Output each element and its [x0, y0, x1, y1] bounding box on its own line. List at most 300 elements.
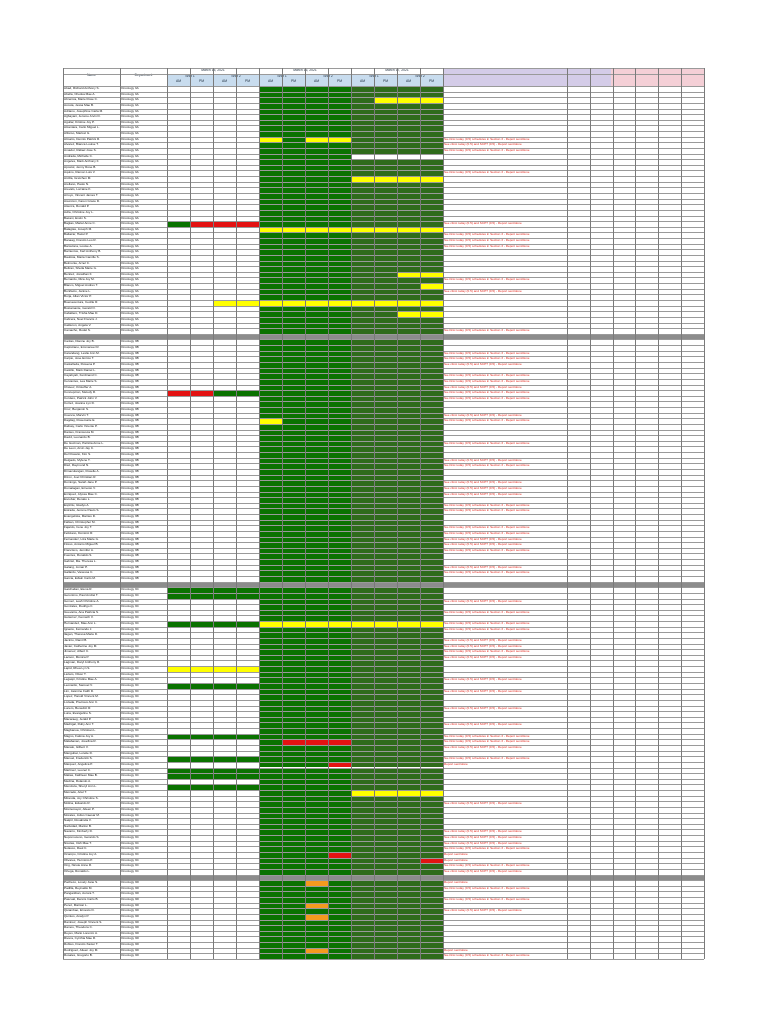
status-note: See clinic today (0.5) and SCPT (0.5) - Report sent/done — [444, 536, 522, 541]
grid-line — [704, 68, 705, 959]
employee-name: Estrada, Jerome Paulo S. — [64, 508, 100, 513]
department: Oncology 3B — [121, 570, 139, 575]
employee-name: Rosales, Gregorio B. — [64, 953, 93, 958]
department: Oncology 3C — [121, 857, 139, 862]
grid-line — [63, 486, 704, 487]
employee-name: Legaspi, Kristine Mae A. — [64, 677, 98, 682]
employee-name: Flores, Antonio Miguel B. — [64, 542, 99, 547]
department: Oncology 3A — [121, 108, 139, 113]
grid-line — [63, 238, 704, 239]
shift-header: Shift 1 — [185, 73, 195, 78]
department: Oncology 3C — [121, 716, 139, 721]
grid-line — [63, 959, 704, 960]
grid-line — [63, 920, 704, 921]
employee-name: Del Rosario, Kim S. — [64, 452, 91, 457]
grid-line — [63, 497, 704, 498]
department: Oncology 3C — [121, 699, 139, 704]
employee-name: Luna, Evangeline S. — [64, 711, 92, 716]
employee-name: Manalo, Gilbert V. — [64, 744, 89, 749]
employee-name: Gonzales, Rodrigo F. — [64, 604, 93, 609]
employee-name: Belmonte, Arnel C. — [64, 260, 90, 265]
employee-name: Rivera, Cynthia Mae R. — [64, 936, 96, 941]
grid-line — [63, 283, 704, 284]
department: Oncology 3B — [121, 429, 139, 434]
department: Oncology 3C — [121, 615, 139, 620]
grid-line — [63, 948, 704, 949]
employee-name: Barcelona, Louise A. — [64, 243, 93, 248]
employee-name: Francisco, Jennifer A. — [64, 547, 94, 552]
employee-name: Capistrano, Emmanuel R. — [64, 345, 100, 350]
department: Oncology 3A — [121, 164, 139, 169]
grid-line — [63, 368, 704, 369]
status-note: Sa clinic today (0.5) schedules in Section 3 - Report sent/done — [444, 328, 530, 333]
employee-name: De Leon, Arvin Jay C. — [64, 446, 94, 451]
grid-line — [63, 542, 704, 543]
notes-header-bg — [443, 74, 611, 86]
employee-name: Montemayor, Aileen P. — [64, 806, 95, 811]
department: Oncology 3D — [121, 947, 139, 952]
employee-name: Ortega, Ronaldo L. — [64, 868, 91, 873]
department: Oncology 3B — [121, 401, 139, 406]
department: Oncology 3A — [121, 131, 139, 136]
grid-line — [63, 413, 704, 414]
employee-name: Bacani, Erwin S. — [64, 215, 87, 220]
name-column-header: Name — [86, 73, 97, 77]
grid-line — [63, 407, 704, 408]
department: Oncology 3B — [121, 480, 139, 485]
grid-line — [63, 68, 64, 959]
department: Oncology 3A — [121, 238, 139, 243]
grid-line — [63, 649, 704, 650]
employee-name: Borja, Allan Victor P. — [64, 294, 92, 299]
employee-name: Bernardo, Rica Joy M. — [64, 277, 95, 282]
employee-name: Nolasco, Raul C. — [64, 846, 88, 851]
employee-name: Mendoza, Sheryl Ann L. — [64, 784, 97, 789]
department: Oncology 3A — [121, 125, 139, 130]
status-note: See clinic today (0.5) and SCPT (0.5) - Report sent/done — [444, 835, 522, 840]
department: Oncology 3B — [121, 407, 139, 412]
grid-line — [63, 891, 704, 892]
department: Oncology 3B — [121, 536, 139, 541]
status-note: See clinic today (0.5) and SCPT (0.5) - Report sent/done — [444, 829, 522, 834]
grid-line — [63, 159, 704, 160]
grid-line — [63, 841, 704, 842]
employee-name: Cervantes, Lea Marie S. — [64, 378, 98, 383]
grid-line — [63, 751, 704, 752]
employee-name: Bonifacio, Janine L. — [64, 288, 92, 293]
employee-name: Feliciano, Dominic R. — [64, 530, 94, 535]
grid-line — [63, 114, 704, 115]
department: Oncology 3B — [121, 514, 139, 519]
status-note: Sa clinic today (0.5) schedules in Section 3 - Report sent/done — [444, 238, 530, 243]
department: Oncology 3A — [121, 249, 139, 254]
department: Oncology 3A — [121, 102, 139, 107]
status-note: Sa clinic today (0.5) schedules in Section 3 - Report sent/done — [444, 885, 530, 890]
department: Oncology 3C — [121, 626, 139, 631]
grid-line — [420, 68, 421, 959]
date-header: March 15, 2021 — [201, 68, 225, 72]
employee-name: Lim, Jasmine Faith D. — [64, 688, 94, 693]
employee-name: Navarro, Kimberly D. — [64, 829, 93, 834]
status-note: Sa clinic today (0.5) schedules in Section 3 - Report sent/done — [444, 530, 530, 535]
grid-line — [63, 627, 704, 628]
status-note: Sa clinic today (0.5) schedules in Section 3 - Report sent/done — [444, 440, 530, 445]
department: Oncology 3C — [121, 868, 139, 873]
employee-name: Manuel, Frederick S. — [64, 756, 93, 761]
status-note: Sa clinic today (0.5) schedules in Section 3 - Report sent/done — [444, 846, 530, 851]
grid-line — [63, 480, 704, 481]
employee-name: Arroyo, Vincent James T. — [64, 193, 99, 197]
grid-line — [567, 68, 568, 959]
grid-line — [63, 525, 704, 526]
grid-line — [63, 875, 704, 876]
grid-line — [635, 68, 636, 959]
slot-header: AM — [267, 79, 274, 83]
employee-name: Fuentes, Ronaldo S. — [64, 553, 93, 558]
department: Oncology 3C — [121, 733, 139, 738]
grid-line — [63, 553, 704, 554]
employee-name: Caballero, Trisha Mae D. — [64, 311, 99, 316]
department: Oncology 3B — [121, 435, 139, 440]
status-note: Sa clinic today (0.5) schedules in Section 3 - Report sent/done — [444, 502, 530, 507]
department: Oncology 3A — [121, 305, 139, 310]
employee-name: Cordero, Patrick John V. — [64, 395, 98, 400]
status-note: See clinic today (0.5) and SCPT (0.5) - Report sent/done — [444, 491, 522, 496]
employee-name: Medina, Rolando A. — [64, 778, 92, 783]
grid-line — [63, 385, 704, 386]
grid-line — [63, 694, 704, 695]
grid-line — [63, 925, 704, 926]
grid-line — [63, 734, 704, 735]
grid-line — [63, 722, 704, 723]
department: Oncology 3C — [121, 835, 139, 840]
department: Oncology 3C — [121, 632, 139, 637]
status-note: See clinic today (0.5) and SCPT (0.5) - Report sent/done — [444, 801, 522, 806]
employee-name: Galang, Jomar P. — [64, 564, 88, 569]
department: Oncology 3C — [121, 823, 139, 828]
employee-name: Arellano, Paolo N. — [64, 181, 89, 186]
status-note: Sa clinic today (0.5) schedules in Section 3 - Report sent/done — [444, 463, 530, 468]
grid-line — [63, 672, 704, 673]
employee-name: Escobar, Renato L. — [64, 497, 91, 502]
grid-line — [63, 323, 704, 324]
department: Oncology 3C — [121, 649, 139, 654]
department: Oncology 3C — [121, 851, 139, 856]
employee-name: Lazaro, Oliver T. — [64, 671, 87, 676]
employee-name: De Guzman, Patricia Anne L. — [64, 440, 104, 445]
department: Oncology 3C — [121, 587, 139, 592]
employee-name: Carpio, Jose Enrico T. — [64, 356, 95, 361]
status-note: Sa clinic today (0.5) schedules in Section 3 - Report sent/done — [444, 147, 530, 152]
grid-line — [63, 306, 704, 307]
shift-header: Shift 1 — [369, 73, 379, 78]
employee-name: Nepomuceno, Gerardo S. — [64, 835, 100, 840]
department: Oncology 3C — [121, 722, 139, 727]
employee-name: Lopez, Harold Vincent M. — [64, 694, 99, 699]
grid-line — [63, 165, 704, 166]
department: Oncology 3C — [121, 829, 139, 834]
employee-name: Quintos, Analyn P. — [64, 913, 90, 918]
grid-line — [63, 390, 704, 391]
status-note: Report sent/done — [444, 857, 468, 862]
grid-line — [63, 655, 704, 656]
employee-name: Gomez, Leah Christine A. — [64, 598, 100, 603]
employee-name: Ilagan, Theresa Marie D. — [64, 632, 98, 637]
grid-line — [63, 706, 704, 707]
employee-name: Lapid, Rhea Lyn S. — [64, 666, 91, 671]
grid-line — [63, 435, 704, 436]
grid-line — [63, 244, 704, 245]
status-note: See clinic today (0.5) and SCPT (0.5) - Report sent/done — [444, 677, 522, 682]
department: Oncology 3C — [121, 784, 139, 789]
grid-line — [63, 345, 704, 346]
employee-name: Ignacio, Fernando J. — [64, 626, 93, 631]
employee-name: Hernandez, Mae Ann L. — [64, 621, 97, 626]
employee-name: Espiritu, Gladys A. — [64, 502, 90, 507]
employee-name: Ocampo, Cristina Joy A. — [64, 851, 98, 856]
shift-header: Shift 1 — [277, 73, 287, 78]
department: Oncology 3A — [121, 277, 139, 282]
grid-line — [63, 824, 704, 825]
employee-name: Robles, Francis Xavier T. — [64, 942, 99, 947]
employee-name: Gallardo, Vanessa C. — [64, 570, 94, 575]
grid-line — [63, 903, 704, 904]
employee-name: Asuncion, Karen Grace D. — [64, 198, 100, 203]
status-note: See clinic today (0.5) and SCPT (0.5) - Report sent/done — [444, 598, 522, 603]
employee-name: Delgado, Mylene T. — [64, 457, 91, 462]
employee-name: Miranda, Joy Christine S. — [64, 795, 99, 800]
grid-line — [63, 593, 704, 594]
employee-name: Cruz, Benjamin S. — [64, 407, 89, 412]
status-note: Sa clinic today (0.5) schedules in Section 3 - Report sent/done — [444, 525, 530, 530]
department: Oncology 3C — [121, 688, 139, 693]
grid-line — [63, 232, 704, 233]
department: Oncology 3C — [121, 671, 139, 676]
department: Oncology 3C — [121, 598, 139, 603]
employee-name: Andrada, Michelle C. — [64, 153, 93, 158]
department: Oncology 3D — [121, 942, 139, 947]
department: Oncology 3C — [121, 750, 139, 755]
date-header: March 17, 2021 — [385, 68, 409, 72]
department: Oncology 3A — [121, 226, 139, 231]
employee-name: Buenaventura, Cecille R. — [64, 300, 99, 305]
employee-name: Mangubat, Lorelie D. — [64, 750, 93, 755]
status-note: Report sent/done — [444, 880, 468, 885]
employee-name: Apostol, Jenny Rose B. — [64, 164, 97, 169]
grid-line — [63, 914, 704, 915]
employee-name: Abad, Richard Anthony S. — [64, 86, 100, 90]
employee-name: Ong, Nicole Anne R. — [64, 863, 93, 868]
department: Oncology 3B — [121, 508, 139, 513]
employee-name: Padilla, Reynaldo M. — [64, 885, 93, 890]
department: Oncology 3A — [121, 91, 139, 96]
grid-line — [63, 137, 704, 138]
grid-line — [658, 68, 659, 959]
status-note: See clinic today (0.5) and SCPT (0.5) - Report sent/done — [444, 457, 522, 462]
employee-name: Alcantara, Carlo Miguel L. — [64, 125, 100, 130]
department: Oncology 3A — [121, 181, 139, 186]
grid-line — [63, 796, 704, 797]
status-note: Sa clinic today (0.5) schedules in Section 3 - Report sent/done — [444, 649, 530, 654]
grid-line — [63, 249, 704, 250]
employee-name: Concepcion, Melody R. — [64, 390, 96, 395]
department: Oncology 3A — [121, 221, 139, 226]
department: Oncology 3C — [121, 666, 139, 671]
employee-name: Mercado, Ariel T. — [64, 790, 87, 795]
grid-line — [63, 514, 704, 515]
grid-line — [63, 311, 704, 312]
department: Oncology 3A — [121, 266, 139, 271]
department: Oncology 3B — [121, 463, 139, 468]
grid-line — [63, 931, 704, 932]
department: Oncology 3B — [121, 525, 139, 530]
department: Oncology 3B — [121, 350, 139, 355]
department: Oncology 3B — [121, 356, 139, 361]
grid-line — [63, 559, 704, 560]
status-note: Sa clinic today (0.5) schedules in Section 3 - Report sent/done — [444, 953, 530, 958]
employee-name: Adriano, Josephine Carla M. — [64, 108, 104, 113]
employee-name: Bagtas, Mariel Anne C. — [64, 221, 96, 226]
employee-name: Reyes, Mario Lorenzo A. — [64, 930, 98, 935]
department: Oncology 3B — [121, 390, 139, 395]
employee-name: Lozada, Precious Ann C. — [64, 699, 99, 704]
status-note: See clinic today (0.5) and SCPT (0.5) - Report sent/done — [444, 705, 522, 710]
grid-line — [63, 210, 704, 211]
department: Oncology 3A — [121, 204, 139, 209]
grid-line — [63, 424, 704, 425]
department: Oncology 3C — [121, 812, 139, 817]
grid-line — [63, 779, 704, 780]
department: Oncology 3B — [121, 423, 139, 428]
grid-line — [351, 68, 352, 959]
employee-name: Aguilar, Kristine Joy P. — [64, 119, 95, 124]
grid-line — [63, 756, 704, 757]
department: Oncology 3B — [121, 395, 139, 400]
grid-line — [63, 858, 704, 859]
grid-line — [63, 193, 704, 194]
employee-name: Magbanua, Christian L. — [64, 728, 96, 733]
grid-line — [259, 68, 260, 959]
employee-name: Lagman, Daryl Anthony R. — [64, 660, 101, 665]
grid-line — [63, 807, 704, 808]
grid-line — [63, 689, 704, 690]
employee-name: Madrigal, Ruby Ann T. — [64, 722, 95, 727]
department: Oncology 3D — [121, 919, 139, 924]
department: Oncology 3B — [121, 553, 139, 558]
status-note: Report sent/done — [444, 851, 468, 856]
status-note: Sa clinic today (0.5) schedules in Section 3 - Report sent/done — [444, 395, 530, 400]
department: Oncology 3A — [121, 97, 139, 102]
status-note: Sa clinic today (0.5) schedules in Section 3 - Report sent/done — [444, 626, 530, 631]
status-note: Sa clinic today (0.5) schedules in Section 3 - Report sent/done — [444, 756, 530, 761]
grid-line — [63, 677, 704, 678]
department: Oncology 3C — [121, 801, 139, 806]
employee-name: Amador, Rafael Jose S. — [64, 147, 97, 152]
grid-line — [63, 154, 704, 155]
department: Oncology 3A — [121, 176, 139, 181]
employee-name: Ramos, Theodora C. — [64, 925, 93, 930]
grid-line — [63, 272, 704, 273]
department: Oncology 3A — [121, 215, 139, 220]
department: Oncology 3A — [121, 311, 139, 316]
status-note: Sa clinic today (0.5) schedules in Section 3 - Report sent/done — [444, 170, 530, 175]
employee-name: Castañeda, Rowena P. — [64, 361, 96, 366]
employee-name: Perez, Maricar L. — [64, 902, 88, 907]
grid-line — [63, 74, 704, 75]
employee-name: Cabrera, Noel Francis J. — [64, 316, 98, 321]
employee-name: Acosta, Jessa Mae B. — [64, 102, 94, 107]
department: Oncology 3C — [121, 744, 139, 749]
grid-line — [63, 818, 704, 819]
grid-line — [282, 68, 283, 959]
grid-line — [63, 109, 704, 110]
employee-name: Dalisay, Carlo Vicente P. — [64, 423, 98, 428]
status-note: Sa clinic today (0.5) schedules in Section 3 - Report sent/done — [444, 733, 530, 738]
grid-line — [63, 829, 704, 830]
department: Oncology 3C — [121, 609, 139, 614]
grid-line — [63, 463, 704, 464]
department: Oncology 3D — [121, 891, 139, 896]
employee-name: Abrenica, Marie Rose C. — [64, 97, 98, 102]
slot-header: AM — [175, 79, 182, 83]
department-column-header: Department — [134, 73, 153, 77]
grid-line — [63, 599, 704, 600]
status-note: See clinic today (0.5) and SCPT (0.5) - Report sent/done — [444, 221, 522, 226]
employee-name: Bautista, Maria Camille S. — [64, 254, 100, 259]
grid-line — [63, 790, 704, 791]
grid-line — [63, 68, 704, 69]
employee-name: Marquez, Angelica P. — [64, 761, 93, 766]
department: Oncology 3C — [121, 694, 139, 699]
department: Oncology 3A — [121, 283, 139, 288]
employee-name: Arevalo, Lorraine K. — [64, 187, 92, 192]
department: Oncology 3D — [121, 953, 139, 958]
department: Oncology 3A — [121, 328, 139, 333]
grid-line — [305, 68, 306, 959]
employee-name: Macaraeg, Jerald P. — [64, 716, 92, 721]
grid-line — [63, 908, 704, 909]
grid-line — [63, 942, 704, 943]
department: Oncology 3B — [121, 446, 139, 451]
status-note: See clinic today (0.5) and SCPT (0.5) - Report sent/done — [444, 654, 522, 659]
department: Oncology 3B — [121, 345, 139, 350]
department: Oncology 3D — [121, 930, 139, 935]
grid-line — [63, 660, 704, 661]
grid-line — [63, 846, 704, 847]
status-note: See clinic today (0.5) and SCPT (0.5) - Report sent/done — [444, 908, 522, 913]
employee-name: Avila, Christine Joy L. — [64, 209, 94, 214]
department: Oncology 3D — [121, 913, 139, 918]
grid-line — [63, 362, 704, 363]
employee-name: Rodriguez, Aileen Joy M. — [64, 947, 99, 952]
employee-name: Fernandez, Liza Marie G. — [64, 536, 99, 541]
grid-line — [63, 86, 704, 87]
department: Oncology 3D — [121, 885, 139, 890]
department: Oncology 3C — [121, 654, 139, 659]
department: Oncology 3A — [121, 147, 139, 152]
employee-name: Matias, Kathleen Mae B. — [64, 773, 98, 778]
status-note: Sa clinic today (0.5) schedules in Section 3 - Report sent/done — [444, 863, 530, 868]
grid-line — [236, 68, 237, 959]
employee-name: Diaz, Raymond N. — [64, 463, 90, 468]
grid-line — [63, 289, 704, 290]
grid-line — [63, 739, 704, 740]
grid-line — [63, 475, 704, 476]
department: Oncology 3B — [121, 457, 139, 462]
department: Oncology 3B — [121, 339, 139, 344]
status-note: See clinic today (0.5) and SCPT (0.5) - Report sent/done — [444, 688, 522, 693]
employee-name: Nicolas, Irish Mae T. — [64, 840, 92, 845]
